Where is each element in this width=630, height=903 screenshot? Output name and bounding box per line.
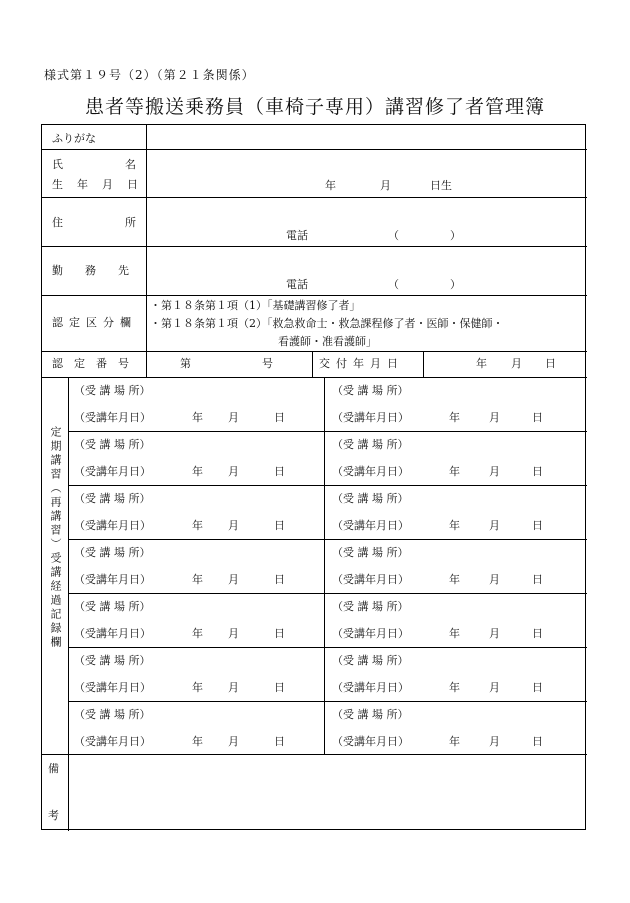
record-4-left-venue-label: （受 講 場 所） xyxy=(74,546,151,559)
record-1-right-day-unit: 日 xyxy=(532,411,543,424)
record-5-left-month-unit: 月 xyxy=(228,627,239,640)
record-2-right-year-unit: 年 xyxy=(449,465,460,478)
record-3-left-date-label: （受講年月日） xyxy=(74,519,151,532)
remarks-label-2: 考 xyxy=(48,809,59,822)
record-4-right-day-unit: 日 xyxy=(532,573,543,586)
address-label: 住所 xyxy=(52,216,198,229)
cert-category-option-medical[interactable]: ・第１８条第１項（2）「救急救命士・救急課程修了者・医師・保健師・ xyxy=(150,317,504,330)
workplace-phone-paren-close: ） xyxy=(450,278,461,291)
record-4-right-venue-field[interactable] xyxy=(416,543,566,561)
record-4-right-date-label: （受講年月日） xyxy=(332,573,409,586)
record-6-right-year-unit: 年 xyxy=(449,681,460,694)
workplace-field[interactable] xyxy=(152,250,582,274)
record-7-right-date-label: （受講年月日） xyxy=(332,735,409,748)
record-4-left-day-unit: 日 xyxy=(274,573,285,586)
record-3-right-venue-label: （受 講 場 所） xyxy=(332,492,409,505)
record-2-right-venue-field[interactable] xyxy=(416,435,566,453)
record-6-left-date-label: （受講年月日） xyxy=(74,681,151,694)
record-5-right-year-unit: 年 xyxy=(449,627,460,640)
address-phone-label: 電話 xyxy=(286,229,308,242)
record-5-right-day-unit: 日 xyxy=(532,627,543,640)
address-phone-paren-open: （ xyxy=(388,229,399,242)
record-3-right-month-unit: 月 xyxy=(489,519,500,532)
name-field[interactable] xyxy=(152,153,582,173)
record-2-right-day-unit: 日 xyxy=(532,465,543,478)
record-7-left-year-unit: 年 xyxy=(192,735,203,748)
record-4-right-month-unit: 月 xyxy=(489,573,500,586)
birth-year-unit: 年 xyxy=(325,179,336,192)
issue-date-label: 交付年月日 xyxy=(319,357,404,370)
record-6-left-year-unit: 年 xyxy=(192,681,203,694)
record-1-left-day-unit: 日 xyxy=(274,411,285,424)
record-3-right-date-label: （受講年月日） xyxy=(332,519,409,532)
record-4-left-venue-field[interactable] xyxy=(158,543,308,561)
furigana-field[interactable] xyxy=(152,127,582,147)
record-4-right-year-unit: 年 xyxy=(449,573,460,586)
record-1-right-date-label: （受講年月日） xyxy=(332,411,409,424)
workplace-label: 勤務先 xyxy=(52,264,151,277)
record-1-right-year-unit: 年 xyxy=(449,411,460,424)
record-1-right-venue-label: （受 講 場 所） xyxy=(332,384,409,397)
record-7-left-day-unit: 日 xyxy=(274,735,285,748)
workplace-phone-label: 電話 xyxy=(286,278,308,291)
record-2-right-month-unit: 月 xyxy=(489,465,500,478)
document-title: 患者等搬送乗務員（車椅子専用）講習修了者管理簿 xyxy=(84,96,545,118)
cert-number-label: 認定番号 xyxy=(52,357,140,370)
address-phone-paren-close: ） xyxy=(450,229,461,242)
record-5-left-date-label: （受講年月日） xyxy=(74,627,151,640)
record-1-right-month-unit: 月 xyxy=(489,411,500,424)
cert-number-field[interactable] xyxy=(192,355,258,373)
name-label: 氏名 xyxy=(52,158,198,171)
record-3-left-year-unit: 年 xyxy=(192,519,203,532)
record-2-right-date-label: （受講年月日） xyxy=(332,465,409,478)
record-1-left-venue-label: （受 講 場 所） xyxy=(74,384,151,397)
address-field[interactable] xyxy=(152,201,582,225)
record-2-left-day-unit: 日 xyxy=(274,465,285,478)
record-5-left-day-unit: 日 xyxy=(274,627,285,640)
record-2-left-venue-label: （受 講 場 所） xyxy=(74,438,151,451)
record-7-right-venue-field[interactable] xyxy=(416,705,566,723)
record-4-left-date-label: （受講年月日） xyxy=(74,573,151,586)
record-5-right-month-unit: 月 xyxy=(489,627,500,640)
record-3-right-year-unit: 年 xyxy=(449,519,460,532)
record-1-left-month-unit: 月 xyxy=(228,411,239,424)
record-2-left-venue-field[interactable] xyxy=(158,435,308,453)
record-3-left-venue-label: （受 講 場 所） xyxy=(74,492,151,505)
cert-category-option-basic[interactable]: ・第１８条第１項（1）「基礎講習修了者」 xyxy=(150,299,361,312)
furigana-label: ふりがな xyxy=(52,132,96,145)
record-1-right-venue-field[interactable] xyxy=(416,381,566,399)
record-5-right-venue-label: （受 講 場 所） xyxy=(332,600,409,613)
record-3-right-day-unit: 日 xyxy=(532,519,543,532)
remarks-label-1: 備 xyxy=(48,762,59,775)
record-6-right-date-label: （受講年月日） xyxy=(332,681,409,694)
record-2-right-venue-label: （受 講 場 所） xyxy=(332,438,409,451)
record-3-left-month-unit: 月 xyxy=(228,519,239,532)
cert-number-go: 号 xyxy=(262,357,273,370)
birth-day-unit: 日生 xyxy=(430,179,452,192)
birth-month-unit: 月 xyxy=(380,179,391,192)
record-6-right-venue-field[interactable] xyxy=(416,651,566,669)
record-6-left-venue-label: （受 講 場 所） xyxy=(74,654,151,667)
record-6-right-month-unit: 月 xyxy=(489,681,500,694)
record-7-right-year-unit: 年 xyxy=(449,735,460,748)
record-7-left-venue-label: （受 講 場 所） xyxy=(74,708,151,721)
record-7-left-month-unit: 月 xyxy=(228,735,239,748)
record-1-left-date-label: （受講年月日） xyxy=(74,411,151,424)
form-number: 様式第１９号（2）（第２１条関係） xyxy=(44,68,255,82)
record-7-right-day-unit: 日 xyxy=(532,735,543,748)
issue-month-unit: 月 xyxy=(511,357,522,370)
record-5-right-date-label: （受講年月日） xyxy=(332,627,409,640)
record-6-left-day-unit: 日 xyxy=(274,681,285,694)
record-5-left-year-unit: 年 xyxy=(192,627,203,640)
record-6-right-day-unit: 日 xyxy=(532,681,543,694)
record-2-left-month-unit: 月 xyxy=(228,465,239,478)
record-3-left-venue-field[interactable] xyxy=(158,489,308,507)
record-4-left-year-unit: 年 xyxy=(192,573,203,586)
birthdate-label: 生年月日 xyxy=(52,178,152,191)
record-7-right-venue-label: （受 講 場 所） xyxy=(332,708,409,721)
record-5-right-venue-field[interactable] xyxy=(416,597,566,615)
record-3-left-day-unit: 日 xyxy=(274,519,285,532)
record-6-right-venue-label: （受 講 場 所） xyxy=(332,654,409,667)
cert-category-option-medical-cont: 看護師・准看護師」 xyxy=(278,335,377,348)
remarks-field[interactable] xyxy=(72,757,582,827)
record-1-left-venue-field[interactable] xyxy=(158,381,308,399)
record-5-left-venue-field[interactable] xyxy=(158,597,308,615)
record-6-left-month-unit: 月 xyxy=(228,681,239,694)
issue-day-unit: 日 xyxy=(545,357,556,370)
periodic-training-label: 定期講習（再講習）受講経過記録欄 xyxy=(49,426,62,650)
record-7-right-month-unit: 月 xyxy=(489,735,500,748)
record-6-left-venue-field[interactable] xyxy=(158,651,308,669)
cert-category-label: 認定区分欄 xyxy=(52,316,137,329)
record-2-left-date-label: （受講年月日） xyxy=(74,465,151,478)
record-5-left-venue-label: （受 講 場 所） xyxy=(74,600,151,613)
record-7-left-date-label: （受講年月日） xyxy=(74,735,151,748)
record-7-left-venue-field[interactable] xyxy=(158,705,308,723)
record-3-right-venue-field[interactable] xyxy=(416,489,566,507)
record-2-left-year-unit: 年 xyxy=(192,465,203,478)
record-4-left-month-unit: 月 xyxy=(228,573,239,586)
cert-number-dai: 第 xyxy=(180,357,191,370)
registry-form xyxy=(41,124,586,830)
workplace-phone-paren-open: （ xyxy=(388,278,399,291)
issue-year-unit: 年 xyxy=(476,357,487,370)
record-1-left-year-unit: 年 xyxy=(192,411,203,424)
record-4-right-venue-label: （受 講 場 所） xyxy=(332,546,409,559)
